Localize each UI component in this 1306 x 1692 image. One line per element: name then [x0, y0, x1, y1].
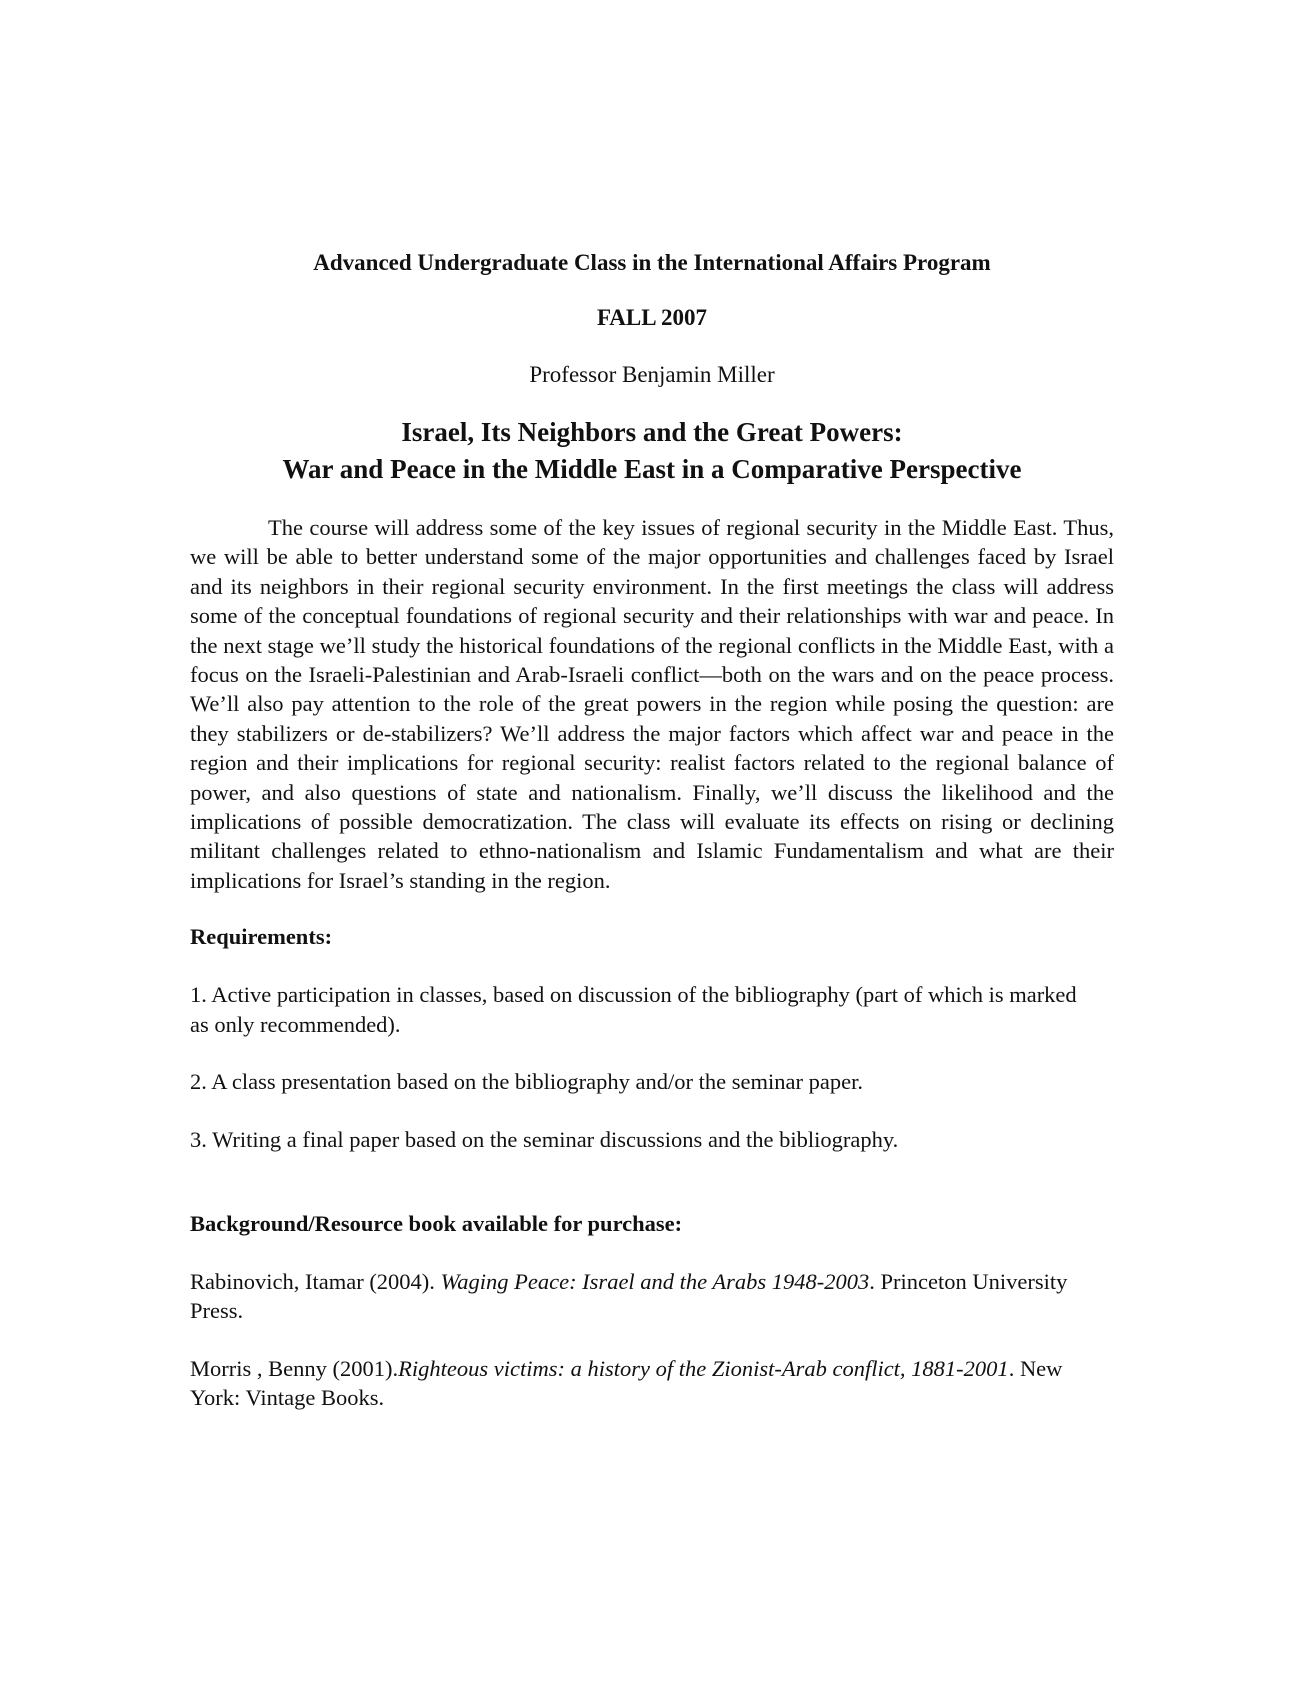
- book-author-year: Morris , Benny (2001).: [190, 1355, 399, 1381]
- book-author-year: Rabinovich, Itamar (2004).: [190, 1268, 441, 1294]
- professor-name: Professor Benjamin Miller: [529, 362, 775, 387]
- book-reference-rabinovich: [190, 1267, 1070, 1326]
- book-reference-morris: [190, 1354, 1070, 1413]
- requirement-item: 3. Writing a final paper based on the seminar discussions and the bibliography.: [190, 1126, 899, 1152]
- semester-label: FALL 2007: [596, 305, 708, 330]
- course-title-line-2: War and Peace in the Middle East in a Comparative Perspective: [282, 454, 1022, 484]
- requirements-heading: Requirements:: [190, 924, 333, 950]
- requirement-item: 1. Active participation in classes, based on discussion of the bibliography (part of which is marked as only recommended).: [190, 982, 1077, 1037]
- course-title-line-1: Israel, Its Neighbors and the Great Powers:: [401, 417, 903, 447]
- book-publisher: . New York: Vintage Books.: [190, 1355, 1063, 1411]
- document-content: [190, 248, 1114, 1413]
- book-title: Righteous victims: a history of the Zionist-Arab conflict, 1881-2001: [398, 1355, 1009, 1381]
- requirements-list: [190, 980, 1114, 1154]
- course-title: [190, 414, 1114, 488]
- program-title: Advanced Undergraduate Class in the International Affairs Program: [313, 250, 991, 275]
- resource-books-heading: Background/Resource book available for purchase:: [190, 1210, 683, 1236]
- course-description: The course will address some of the key issues of regional security in the Middle East. Thus, we will be able to better understand some of the major opportunities and challenges faced by Israel and its neighbors in their regional security environment. In the first meetings the class will address some of the conceptual foundations of regional security and their relationships with war and peace. In the next stage we’ll study the historical foundations of the regional conflicts in the Middle East, with a focus on the Israeli-Palestinian and Arab-Israeli conflict—both on the wars and on the peace process. We’ll also pay attention to the role of the great powers in the region while posing the question: are they stabilizers or de-stabilizers? We’ll address the major factors which affect war and peace in the region and their implications for regional security: realist factors related to the regional balance of power, and also questions of state and nationalism. Finally, we’ll discuss the likelihood and the implications of possible democratization. The class will evaluate its effects on rising or declining militant challenges related to ethno-nationalism and Islamic Fundamentalism and what are their implications for Israel’s standing in the region.: [190, 515, 1114, 893]
- book-publisher: . Princeton University Press.: [190, 1268, 1068, 1324]
- book-title: Waging Peace: Israel and the Arabs 1948-2003: [440, 1268, 870, 1294]
- requirement-item: 2. A class presentation based on the bibliography and/or the seminar paper.: [190, 1069, 863, 1095]
